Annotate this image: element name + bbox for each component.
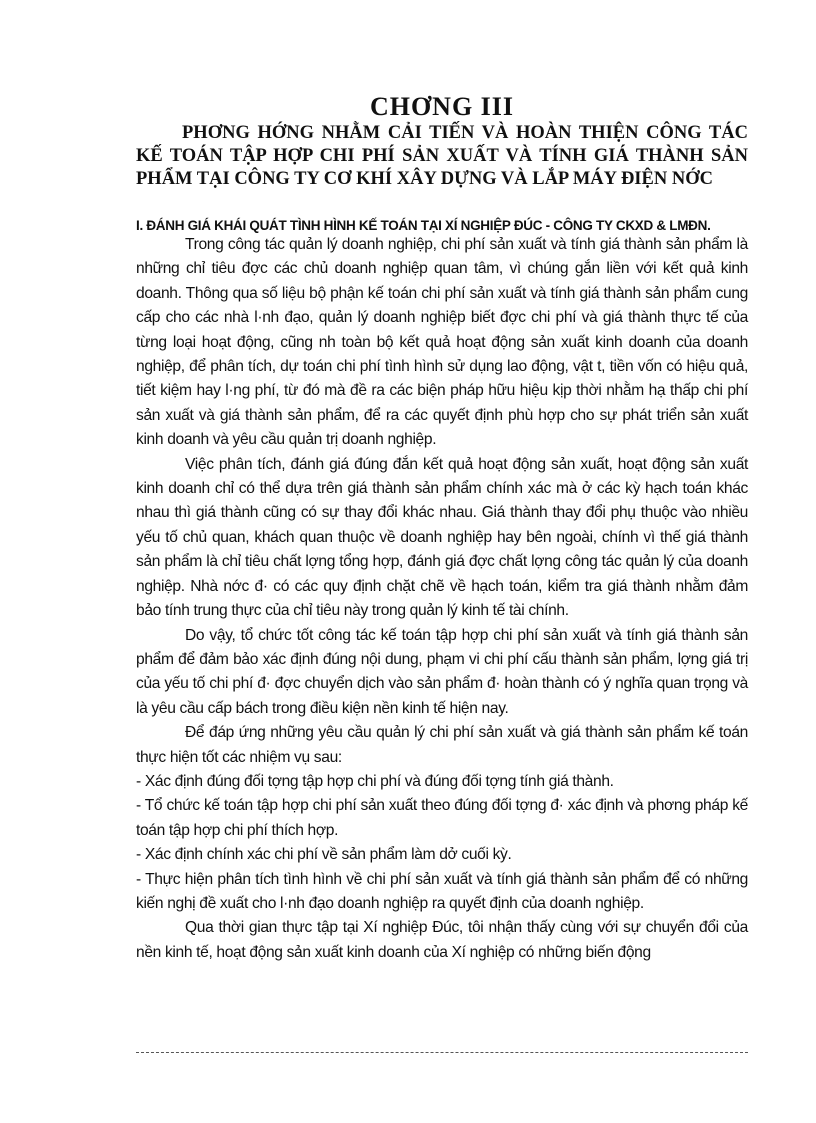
list-item: - Xác định chính xác chi phí về sản phẩm làm dở cuối kỳ.: [136, 846, 512, 864]
paragraph: Qua thời gian thực tập tại Xí nghiệp Đúc, tôi nhận thấy cùng với sự chuyển đổi của nền kinh tế, hoạt động sản xuất kinh doanh của Xí nghiệp có những biến động: [136, 919, 748, 961]
list-item: - Xác định đúng đối tợng tập hợp chi phí và đúng đối tợng tính giá thành.: [136, 772, 614, 790]
paragraph: Trong công tác quản lý doanh nghiệp, chi phí sản xuất và tính giá thành sản phẩm là những chỉ tiêu đợc các chủ doanh nghiệp quan tâm, vì chúng gắn liền với kết quả kinh doanh. Thông qua số liệu bộ phận kế toán chi phí sản xuất và tính giá thành sản phẩm cung cấp cho các nhà l·nh đạo, quản lý doanh nghiệp biết đợc chi phí và giá thành thực tế của từng loại hoạt động, cũng nh toàn bộ kết quả hoạt động sản xuất kinh doanh của doanh nghiệp, để phân tích, dự toán chi phí tình hình sử dụng lao động, vật t, tiền vốn có hiệu quả, tiết kiệm hay l·ng phí, từ đó mà đề ra các biện pháp hữu hiệu kịp thời nhằm hạ thấp chi phí sản xuất và giá thành sản phẩm, để ra các quyết định phù hợp cho sự phát triển sản xuất kinh doanh và yêu cầu quản trị doanh nghiệp.: [136, 236, 748, 449]
list-item: - Tổ chức kế toán tập hợp chi phí sản xuất theo đúng đối tợng đ· xác định và phơng pháp kế toán tập hợp chi phí thích hợp.: [136, 797, 748, 839]
chapter-heading: CHƠNG III: [369, 92, 515, 121]
paragraph: Việc phân tích, đánh giá đúng đắn kết quả hoạt động sản xuất, hoạt động sản xuất kinh doanh chỉ có thể dựa trên giá thành sản phẩm chính xác mà ở các kỳ hạch toán khác nhau thì giá thành cũng có sự thay đổi khác nhau. Giá thành thay đổi phụ thuộc vào nhiều yếu tố chủ quan, khách quan thuộc về doanh nghiệp hay bên ngoài, chính vì thế giá thành sản phẩm là chỉ tiêu chất lợng tổng hợp, đánh giá đợc chất lợng công tác quản lý của doanh nghiệp. Nhà nớc đ· có các quy định chặt chẽ về hạch toán, kiểm tra giá thành nhằm đảm bảo tính trung thực của chỉ tiêu này trong quản lý kinh tế tài chính.: [136, 455, 748, 620]
paragraph: Do vậy, tổ chức tốt công tác kế toán tập hợp chi phí sản xuất và tính giá thành sản phẩm để đảm bảo xác định đúng nội dung, phạm vi chi phí cấu thành sản phẩm, lợng giá trị của yếu tố chi phí đ· đợc chuyển dịch vào sản phẩm đ· hoàn thành có ý nghĩa quan trọng và là yêu cầu cấp bách trong điều kiện nền kinh tế hiện nay.: [136, 626, 748, 717]
document-page: [136, 92, 748, 965]
footer-divider: [136, 1052, 748, 1053]
list-item: - Thực hiện phân tích tình hình về chi phí sản xuất và tính giá thành sản phẩm để có những kiến nghị đề xuất cho l·nh đạo doanh nghiệp ra quyết định của doanh nghiệp.: [136, 870, 748, 912]
paragraph: Để đáp ứng những yêu cầu quản lý chi phí sản xuất và giá thành sản phẩm kế toán thực hiện tốt các nhiệm vụ sau:: [136, 724, 748, 766]
document-body: [136, 233, 748, 965]
section-heading: I. ĐÁNH GIÁ KHÁI QUÁT TÌNH HÌNH KẾ TOÁN TẠI XÍ NGHIỆP ĐÚC - CÔNG TY CKXD & LMĐN.: [136, 218, 711, 233]
chapter-title: PHƠNG HỚNG NHẰM CẢI TIẾN VÀ HOÀN THIỆN CÔNG TÁC KẾ TOÁN TẬP HỢP CHI PHÍ SẢN XUẤT VÀ TÍNH GIÁ THÀNH SẢN PHẨM TẠI CÔNG TY CƠ KHÍ XÂY DỰNG VÀ LẮP MÁY ĐIỆN NỚC: [136, 123, 748, 189]
